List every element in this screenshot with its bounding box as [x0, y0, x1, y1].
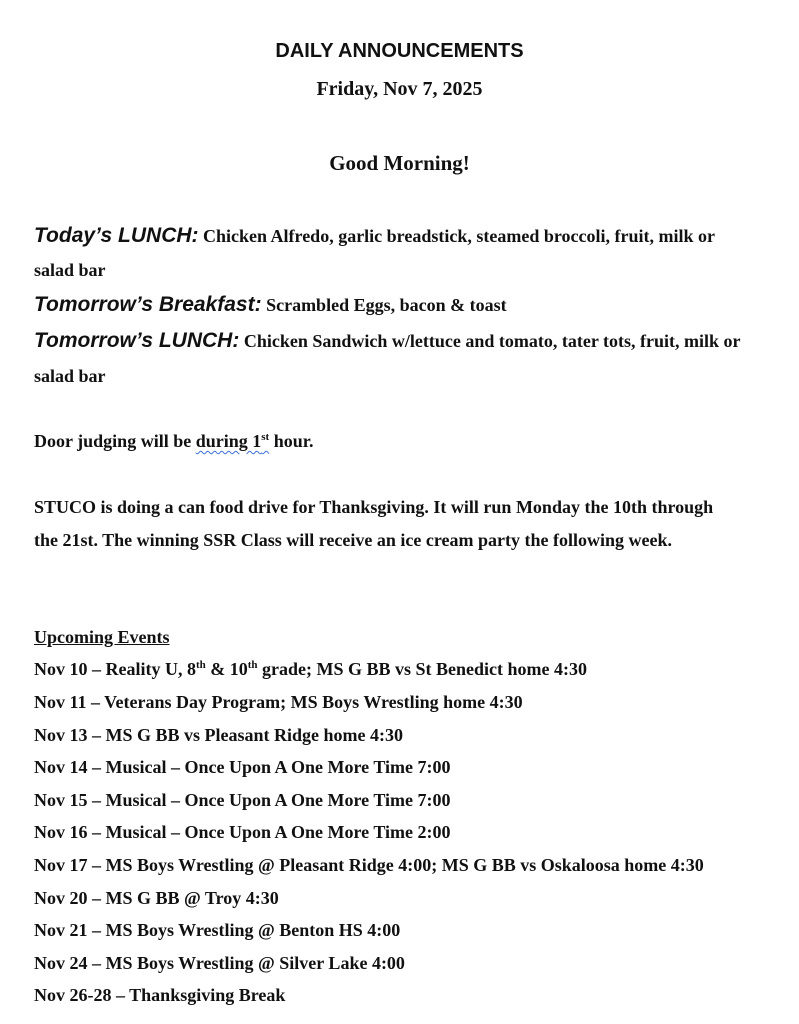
- tomorrow-lunch-label: Tomorrow’s LUNCH:: [34, 329, 240, 352]
- event-sup: th: [247, 659, 258, 671]
- event-text: grade; MS G BB vs St Benedict home 4:30: [257, 659, 588, 679]
- event-item: [34, 659, 587, 680]
- event-text: Nov 10 – Reality U, 8: [34, 659, 196, 679]
- door-judging: [34, 431, 314, 452]
- event-sup: th: [195, 659, 206, 671]
- door-text-b: during 1: [195, 431, 262, 451]
- event-item: Nov 14 – Musical – Once Upon A One More Time 7:00: [34, 757, 451, 778]
- event-item: Nov 16 – Musical – Once Upon A One More Time 2:00: [34, 822, 451, 843]
- event-item: Nov 13 – MS G BB vs Pleasant Ridge home 4:30: [34, 724, 403, 745]
- tomorrow-lunch-text: Chicken Sandwich w/lettuce and tomato, tater tots, fruit, milk or: [243, 331, 741, 351]
- breakfast-label: Tomorrow’s Breakfast:: [34, 293, 262, 316]
- event-item: Nov 24 – MS Boys Wrestling @ Silver Lake 4:00: [34, 952, 405, 973]
- greeting: Good Morning!: [329, 151, 470, 175]
- today-lunch-text: Chicken Alfredo, garlic breadstick, steamed broccoli, fruit, milk or: [203, 226, 715, 246]
- door-text-c: hour.: [269, 431, 314, 451]
- document-date: Friday, Nov 7, 2025: [316, 78, 483, 100]
- door-text-flagged: [196, 431, 269, 451]
- event-item: Nov 21 – MS Boys Wrestling @ Benton HS 4:00: [34, 920, 401, 941]
- event-text: & 10: [205, 659, 248, 679]
- event-item: Nov 15 – Musical – Once Upon A One More Time 7:00: [34, 789, 451, 810]
- tomorrow-lunch-cont: salad bar: [34, 366, 106, 386]
- event-item: Nov 17 – MS Boys Wrestling @ Pleasant Ridge 4:00; MS G BB vs Oskaloosa home 4:30: [34, 855, 704, 875]
- stuco-line-1: STUCO is doing a can food drive for Thanksgiving. It will run Monday the 10th through: [34, 497, 714, 517]
- stuco-line-2: the 21st. The winning SSR Class will receive an ice cream party the following week.: [34, 530, 672, 550]
- breakfast-text: Scrambled Eggs, bacon & toast: [266, 295, 507, 315]
- today-lunch: [34, 224, 715, 248]
- event-item: Nov 26-28 – Thanksgiving Break: [34, 985, 286, 1006]
- event-item: Nov 11 – Veterans Day Program; MS Boys Wrestling home 4:30: [34, 692, 523, 712]
- events-heading: Upcoming Events: [34, 627, 170, 647]
- today-lunch-cont: salad bar: [34, 260, 106, 280]
- event-item: Nov 20 – MS G BB @ Troy 4:30: [34, 887, 279, 908]
- door-sup: st: [261, 431, 270, 443]
- tomorrow-lunch: [34, 329, 740, 353]
- door-text: Door judging will be: [34, 431, 196, 451]
- today-lunch-label: Today’s LUNCH:: [34, 224, 199, 247]
- document-title: DAILY ANNOUNCEMENTS: [275, 40, 524, 62]
- tomorrow-breakfast: [34, 293, 507, 317]
